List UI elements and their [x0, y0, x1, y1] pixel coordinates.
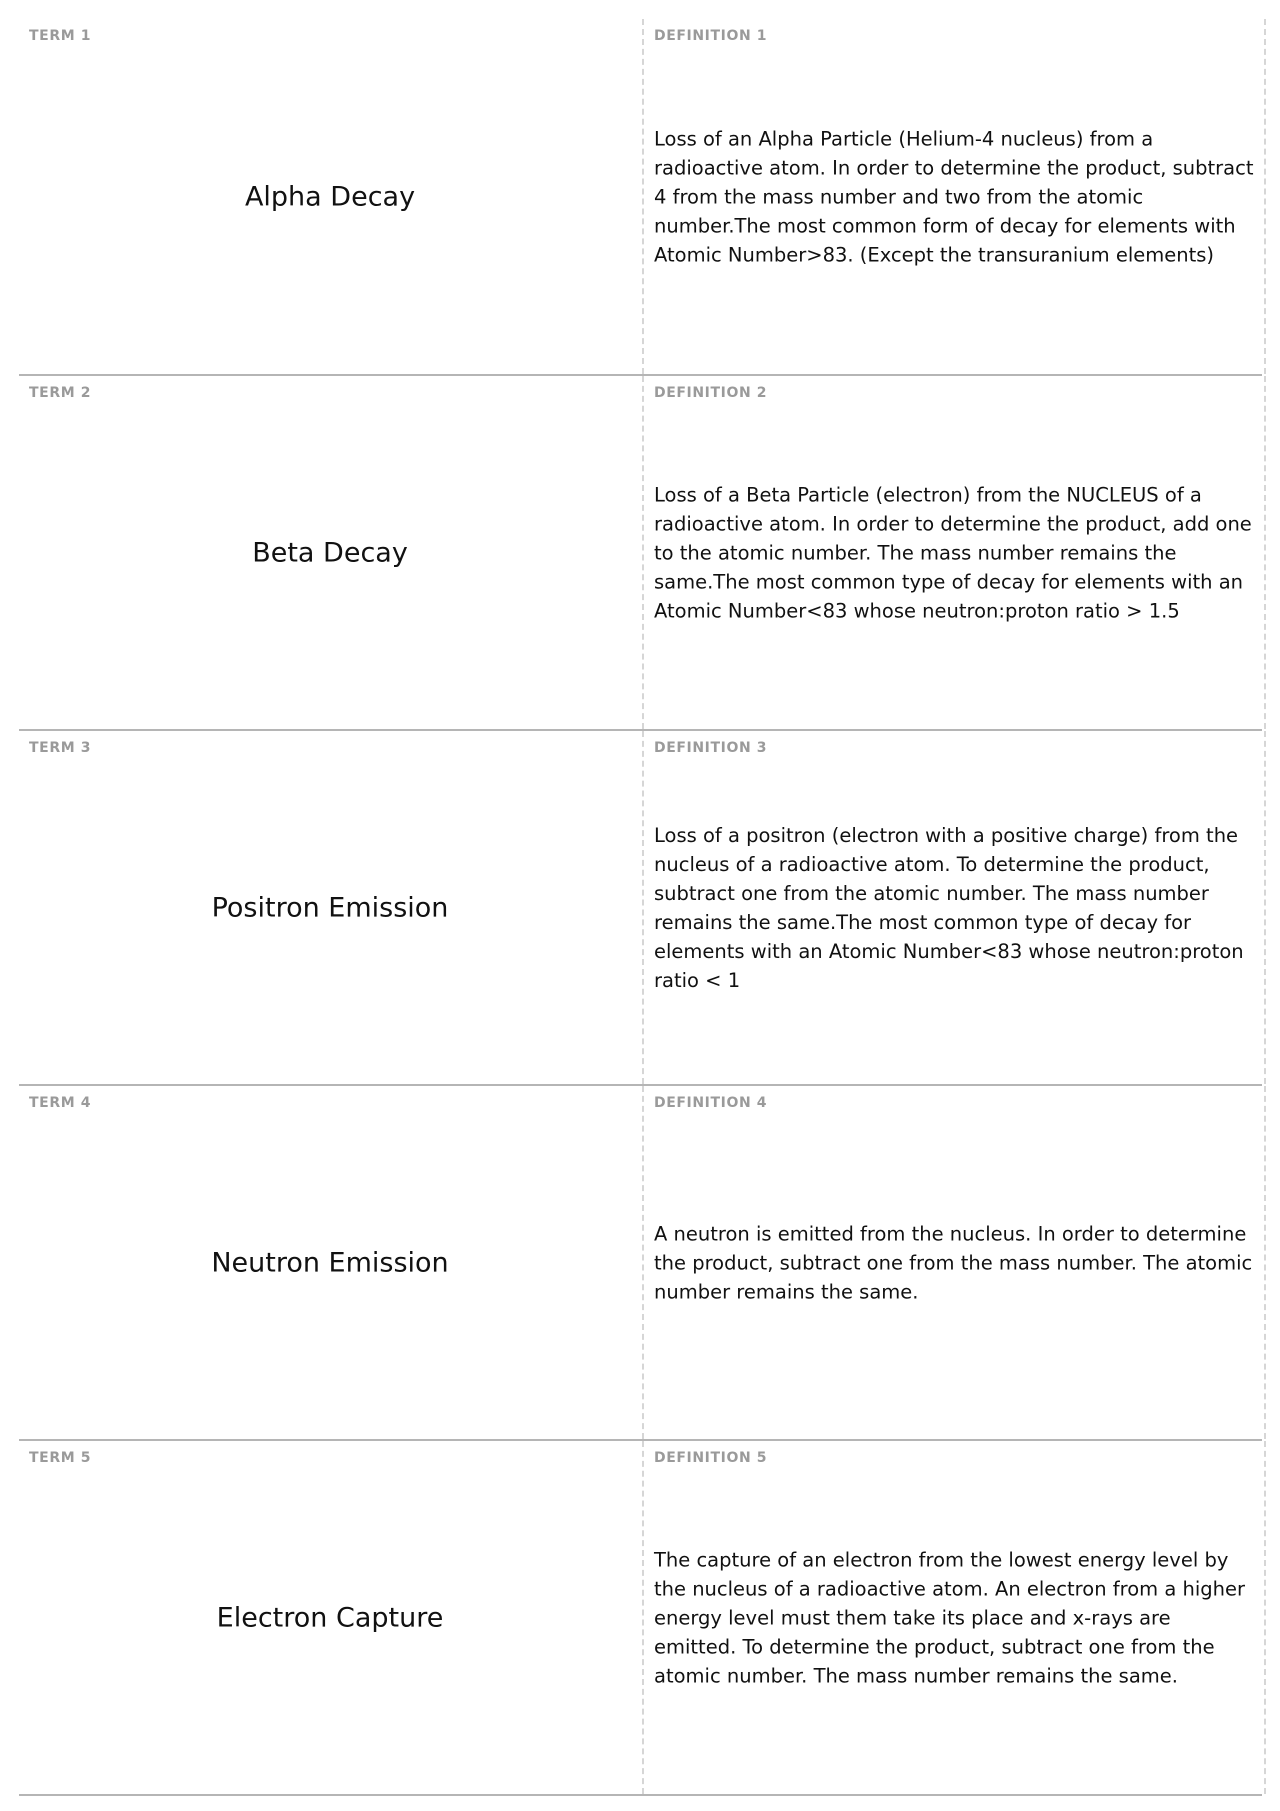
term-label: TERM 5 [29, 1450, 92, 1466]
term-cell-2 [19, 376, 641, 729]
definition-cell-2 [642, 376, 1266, 729]
term-text: Electron Capture [216, 1602, 444, 1633]
definition-text: Loss of a positron (electron with a positive charge) from the nucleus of a radioactive atom. To determine the product, subtract one from the atomic number. The mass number remains the same.The most common type of decay for elements with an Atomic Number<83 whose neutron:proton ratio < 1 [654, 823, 1244, 992]
card-row-3 [19, 731, 1262, 1086]
definition-label: DEFINITION 5 [654, 1450, 768, 1466]
term-label: TERM 1 [29, 28, 92, 44]
term-cell-1 [19, 19, 641, 374]
definition-label: DEFINITION 4 [654, 1095, 768, 1111]
term-cell-4 [19, 1086, 641, 1439]
term-text: Neutron Emission [211, 1247, 449, 1278]
term-text: Alpha Decay [244, 181, 416, 212]
term-text: Positron Emission [211, 892, 449, 923]
definition-cell-1 [642, 19, 1266, 374]
term-cell-5 [19, 1441, 641, 1794]
term-label: TERM 3 [29, 740, 92, 756]
card-row-5 [19, 1441, 1262, 1796]
term-label: TERM 4 [29, 1095, 92, 1111]
definition-cell-3 [642, 731, 1266, 1084]
definition-text: A neutron is emitted from the nucleus. In order to determine the product, subtract one from the mass number. The atomic number remains the same. [654, 1222, 1253, 1303]
card-row-4 [19, 1086, 1262, 1441]
definition-text: The capture of an electron from the lowest energy level by the nucleus of a radioactive atom. An electron from a higher energy level must them take its place and x-rays are emitted. To determine the product, subtract one from the atomic number. The mass number remains the same. [654, 1548, 1245, 1687]
definition-label: DEFINITION 1 [654, 28, 768, 44]
definition-cell-4 [642, 1086, 1266, 1439]
definition-text: Loss of an Alpha Particle (Helium-4 nucleus) from a radioactive atom. In order to determine the product, subtract 4 from the mass number and two from the atomic number.The most common form of decay for elements with Atomic Number>83. (Except the transuranium elements) [654, 127, 1254, 266]
card-row-2 [19, 376, 1262, 731]
term-cell-3 [19, 731, 641, 1084]
definition-cell-5 [642, 1441, 1266, 1794]
term-label: TERM 2 [29, 385, 92, 401]
flashcard-sheet [19, 19, 1262, 1796]
definition-label: DEFINITION 2 [654, 385, 768, 401]
term-text: Beta Decay [252, 537, 408, 568]
card-row-1 [19, 19, 1262, 376]
definition-text: Loss of a Beta Particle (electron) from the NUCLEUS of a radioactive atom. In order to determine the product, add one to the atomic number. The mass number remains the same.The most common type of decay for elements with an Atomic Number<83 whose neutron:proton ratio > 1.5 [654, 483, 1252, 622]
definition-label: DEFINITION 3 [654, 740, 768, 756]
